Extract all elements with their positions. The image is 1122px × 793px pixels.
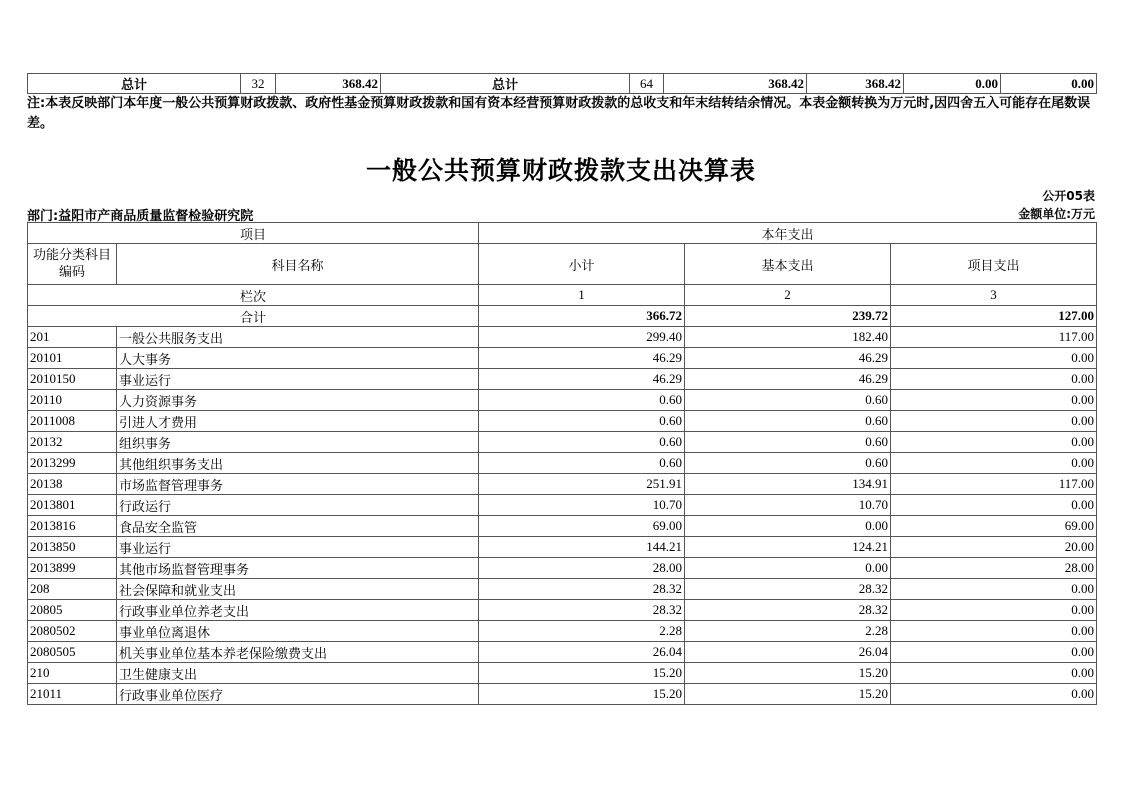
row-code: 20132 bbox=[28, 432, 117, 453]
row-project: 0.00 bbox=[891, 369, 1097, 390]
row-project: 0.00 bbox=[891, 621, 1097, 642]
row-name: 组织事务 bbox=[117, 432, 479, 453]
expenditure-table bbox=[27, 222, 1097, 705]
row-project: 0.00 bbox=[891, 600, 1097, 621]
row-subtotal: 2.28 bbox=[479, 621, 685, 642]
row-subtotal: 299.40 bbox=[479, 327, 685, 348]
row-subtotal: 0.60 bbox=[479, 432, 685, 453]
row-subtotal: 26.04 bbox=[479, 642, 685, 663]
summary-left-label: 总计 bbox=[28, 74, 241, 94]
row-code: 2013299 bbox=[28, 453, 117, 474]
summary-amount-1: 368.42 bbox=[664, 74, 807, 94]
row-subtotal: 0.60 bbox=[479, 411, 685, 432]
row-name: 行政事业单位养老支出 bbox=[117, 600, 479, 621]
footnote: 注:本表反映部门本年度一般公共预算财政拨款、政府性基金预算财政拨款和国有资本经营预算财政拨款的总收支和年末结转结余情况。本表金额转换为万元时,因四舍五入可能存在尾数误差。 bbox=[27, 96, 1091, 131]
table-row bbox=[28, 474, 1097, 495]
row-name: 卫生健康支出 bbox=[117, 663, 479, 684]
summary-table bbox=[27, 73, 1097, 94]
row-code: 210 bbox=[28, 663, 117, 684]
row-basic: 15.20 bbox=[685, 663, 891, 684]
total-subtotal: 366.72 bbox=[479, 306, 685, 327]
row-name: 一般公共服务支出 bbox=[117, 327, 479, 348]
total-basic: 239.72 bbox=[685, 306, 891, 327]
row-subtotal: 28.32 bbox=[479, 579, 685, 600]
row-project: 0.00 bbox=[891, 684, 1097, 705]
header-basic: 基本支出 bbox=[685, 244, 891, 285]
row-code: 20138 bbox=[28, 474, 117, 495]
table-row bbox=[28, 369, 1097, 390]
summary-total-row bbox=[28, 74, 1097, 94]
summary-amount-4: 0.00 bbox=[1001, 74, 1097, 94]
row-subtotal: 0.60 bbox=[479, 453, 685, 474]
row-subtotal: 46.29 bbox=[479, 348, 685, 369]
row-seq-label: 栏次 bbox=[28, 285, 479, 306]
table-row bbox=[28, 558, 1097, 579]
row-name: 其他组织事务支出 bbox=[117, 453, 479, 474]
row-basic: 134.91 bbox=[685, 474, 891, 495]
row-code: 2010150 bbox=[28, 369, 117, 390]
row-code: 201 bbox=[28, 327, 117, 348]
summary-amount-3: 0.00 bbox=[904, 74, 1001, 94]
row-code: 20101 bbox=[28, 348, 117, 369]
column-number-row bbox=[28, 285, 1097, 306]
row-basic: 15.20 bbox=[685, 684, 891, 705]
row-project: 0.00 bbox=[891, 390, 1097, 411]
table-row bbox=[28, 663, 1097, 684]
row-project: 0.00 bbox=[891, 642, 1097, 663]
table-row bbox=[28, 579, 1097, 600]
col-num-3: 3 bbox=[891, 285, 1097, 306]
table-row bbox=[28, 600, 1097, 621]
row-name: 事业单位离退休 bbox=[117, 621, 479, 642]
row-project: 20.00 bbox=[891, 537, 1097, 558]
row-subtotal: 15.20 bbox=[479, 663, 685, 684]
form-code: 公开05表 bbox=[1042, 189, 1095, 203]
row-basic: 10.70 bbox=[685, 495, 891, 516]
row-subtotal: 69.00 bbox=[479, 516, 685, 537]
table-row bbox=[28, 432, 1097, 453]
header-project-expense: 项目支出 bbox=[891, 244, 1097, 285]
header-name: 科目名称 bbox=[117, 244, 479, 285]
row-code: 2011008 bbox=[28, 411, 117, 432]
row-subtotal: 144.21 bbox=[479, 537, 685, 558]
header-code: 功能分类科目编码 bbox=[28, 244, 117, 285]
table-row bbox=[28, 537, 1097, 558]
table-row bbox=[28, 516, 1097, 537]
table-row bbox=[28, 348, 1097, 369]
row-name: 人大事务 bbox=[117, 348, 479, 369]
row-name: 其他市场监督管理事务 bbox=[117, 558, 479, 579]
table-row bbox=[28, 684, 1097, 705]
row-name: 人力资源事务 bbox=[117, 390, 479, 411]
row-project: 0.00 bbox=[891, 663, 1097, 684]
row-project: 0.00 bbox=[891, 432, 1097, 453]
row-basic: 182.40 bbox=[685, 327, 891, 348]
row-basic: 28.32 bbox=[685, 600, 891, 621]
row-name: 事业运行 bbox=[117, 537, 479, 558]
row-code: 20805 bbox=[28, 600, 117, 621]
row-basic: 0.60 bbox=[685, 411, 891, 432]
col-num-2: 2 bbox=[685, 285, 891, 306]
row-name: 社会保障和就业支出 bbox=[117, 579, 479, 600]
row-basic: 0.60 bbox=[685, 390, 891, 411]
row-project: 0.00 bbox=[891, 411, 1097, 432]
row-name: 行政运行 bbox=[117, 495, 479, 516]
row-code: 2080502 bbox=[28, 621, 117, 642]
row-code: 2013801 bbox=[28, 495, 117, 516]
row-subtotal: 251.91 bbox=[479, 474, 685, 495]
row-basic: 2.28 bbox=[685, 621, 891, 642]
row-basic: 0.00 bbox=[685, 558, 891, 579]
row-project: 117.00 bbox=[891, 474, 1097, 495]
row-code: 2080505 bbox=[28, 642, 117, 663]
table-row bbox=[28, 621, 1097, 642]
header-project: 项目 bbox=[28, 223, 479, 244]
header-subtotal: 小计 bbox=[479, 244, 685, 285]
row-name: 市场监督管理事务 bbox=[117, 474, 479, 495]
row-name: 行政事业单位医疗 bbox=[117, 684, 479, 705]
table-row bbox=[28, 453, 1097, 474]
row-basic: 124.21 bbox=[685, 537, 891, 558]
header-row-2 bbox=[28, 244, 1097, 285]
total-project: 127.00 bbox=[891, 306, 1097, 327]
row-basic: 0.60 bbox=[685, 453, 891, 474]
summary-right-col: 64 bbox=[630, 74, 664, 94]
row-project: 0.00 bbox=[891, 495, 1097, 516]
row-project: 0.00 bbox=[891, 579, 1097, 600]
row-project: 0.00 bbox=[891, 453, 1097, 474]
page-title: 一般公共预算财政拨款支出决算表 bbox=[365, 156, 756, 185]
table-row bbox=[28, 390, 1097, 411]
row-subtotal: 28.00 bbox=[479, 558, 685, 579]
row-code: 21011 bbox=[28, 684, 117, 705]
row-basic: 0.60 bbox=[685, 432, 891, 453]
row-name: 引进人才费用 bbox=[117, 411, 479, 432]
header-year-expense: 本年支出 bbox=[479, 223, 1097, 244]
row-basic: 28.32 bbox=[685, 579, 891, 600]
row-code: 2013850 bbox=[28, 537, 117, 558]
row-basic: 26.04 bbox=[685, 642, 891, 663]
department-label: 部门:益阳市产商品质量监督检验研究院 bbox=[27, 209, 254, 224]
row-subtotal: 10.70 bbox=[479, 495, 685, 516]
table-row bbox=[28, 495, 1097, 516]
col-num-1: 1 bbox=[479, 285, 685, 306]
row-subtotal: 0.60 bbox=[479, 390, 685, 411]
summary-left-amount: 368.42 bbox=[276, 74, 381, 94]
row-name: 机关事业单位基本养老保险缴费支出 bbox=[117, 642, 479, 663]
row-code: 2013899 bbox=[28, 558, 117, 579]
row-project: 117.00 bbox=[891, 327, 1097, 348]
row-project: 28.00 bbox=[891, 558, 1097, 579]
row-project: 69.00 bbox=[891, 516, 1097, 537]
unit-label: 金额单位:万元 bbox=[1018, 207, 1095, 221]
row-code: 2013816 bbox=[28, 516, 117, 537]
total-label: 合计 bbox=[28, 306, 479, 327]
row-name: 事业运行 bbox=[117, 369, 479, 390]
row-code: 20110 bbox=[28, 390, 117, 411]
row-basic: 0.00 bbox=[685, 516, 891, 537]
row-code: 208 bbox=[28, 579, 117, 600]
summary-right-label: 总计 bbox=[381, 74, 630, 94]
summary-left-col: 32 bbox=[241, 74, 276, 94]
row-name: 食品安全监管 bbox=[117, 516, 479, 537]
row-basic: 46.29 bbox=[685, 348, 891, 369]
summary-amount-2: 368.42 bbox=[807, 74, 904, 94]
row-subtotal: 15.20 bbox=[479, 684, 685, 705]
row-basic: 46.29 bbox=[685, 369, 891, 390]
row-project: 0.00 bbox=[891, 348, 1097, 369]
table-row bbox=[28, 327, 1097, 348]
header-row-1 bbox=[28, 223, 1097, 244]
row-subtotal: 46.29 bbox=[479, 369, 685, 390]
total-row bbox=[28, 306, 1097, 327]
row-subtotal: 28.32 bbox=[479, 600, 685, 621]
table-row bbox=[28, 642, 1097, 663]
table-row bbox=[28, 411, 1097, 432]
